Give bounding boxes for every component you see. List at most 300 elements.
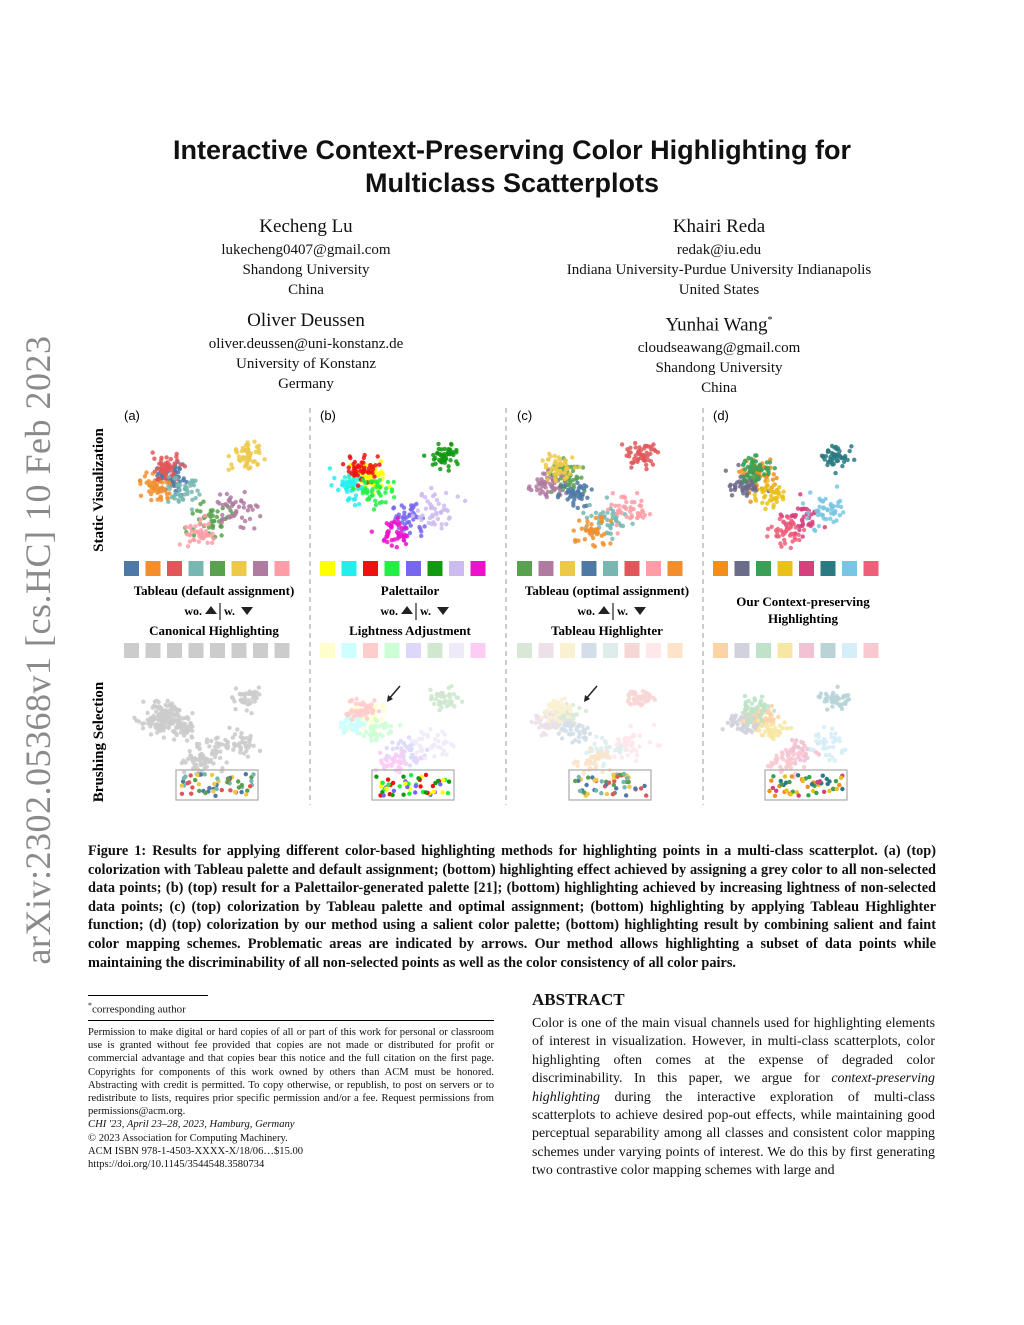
faint-swatch [363,643,378,658]
scatter-point [534,484,538,488]
faint-swatch [342,643,357,658]
scatter-point-faint [613,748,617,752]
scatter-point-faint [185,738,189,742]
scatter-point [233,512,237,516]
scatter-point [848,449,852,453]
scatter-point [386,480,390,484]
selected-point [818,779,822,783]
scatter-point-faint [158,723,162,727]
brush-rectangle[interactable] [765,770,847,800]
scatter-point-faint [169,716,173,720]
scatter-point [644,463,648,467]
scatter-point [190,490,194,494]
scatter-point [589,522,593,526]
scatter-point [178,467,182,471]
scatter-point-faint [239,747,243,751]
selected-point [607,781,611,785]
faint-swatch [189,643,204,658]
scatter-point-faint [207,744,211,748]
scatter-point-faint [594,735,598,739]
scatter-point [176,492,180,496]
scatter-point-faint [153,700,157,704]
scatter-point [575,476,579,480]
faint-swatch [167,643,182,658]
scatter-point-faint [177,708,181,712]
faint-swatch [253,643,268,658]
scatter-point [774,528,778,532]
scatter-point-faint [635,698,639,702]
faint-swatch [603,643,618,658]
scatter-point-faint [253,699,257,703]
scatter-point-faint [432,754,436,758]
scatter-point-faint [385,746,389,750]
scatter-point [611,509,615,513]
scatter-point [781,533,785,537]
scatter-point [817,505,821,509]
scatter-point-faint [752,724,756,728]
scatter-point-faint [770,731,774,735]
footnote-rule [88,995,208,996]
scatter-point [422,524,426,528]
selected-point [384,786,388,790]
scatter-point-faint [213,745,217,749]
scatter-point-faint [588,746,592,750]
scatter-point [380,500,384,504]
scatter-point [210,541,214,545]
author-affiliation: Shandong University [242,262,370,278]
scatter-point [585,519,589,523]
scatter-point [637,445,641,449]
scatter-point [554,479,558,483]
brush-rectangle[interactable] [569,770,651,800]
author-name: Khairi Reda [672,216,766,237]
scatter-point [801,534,805,538]
scatter-point [354,493,358,497]
figure-1 [88,400,938,810]
scatter-point [576,506,580,510]
scatter-point [174,455,178,459]
scatter-point [556,495,560,499]
scatter-point [216,500,220,504]
scatter-point [593,544,597,548]
scatter-point [601,510,605,514]
compare-without: wo. [380,604,398,618]
scatter-point-faint [190,711,194,715]
scatter-point [553,454,557,458]
scatter-point [611,491,615,495]
scatter-point [750,459,754,463]
selected-point [213,794,217,798]
palette-swatch [517,561,532,576]
scatter-point [831,520,835,524]
scatter-point [609,526,613,530]
scatter-point [235,450,239,454]
scatter-point-faint [357,702,361,706]
scatter-point [356,484,360,488]
scatter-point [608,541,612,545]
scatter-point-faint [827,758,831,762]
scatter-point [753,496,757,500]
selected-point [633,786,637,790]
faint-swatch [406,643,421,658]
scatter-point-faint [546,719,550,723]
scatter-point [198,509,202,513]
scatter-point-faint [652,723,656,727]
scatter-point-faint [141,726,145,730]
selected-point [621,780,625,784]
scatter-point [220,513,224,517]
scatter-point [724,469,728,473]
scatter-point [246,508,250,512]
scatter-point [205,541,209,545]
scatter-point-faint [831,745,835,749]
selected-point [239,790,243,794]
scatter-point [609,503,613,507]
scatter-point [765,501,769,505]
scatter-point [215,509,219,513]
scatter-point-faint [721,727,725,731]
scatter-point [375,481,379,485]
author-email: lukecheng0407@gmail.com [221,242,391,258]
scatter-point [629,450,633,454]
scatter-point-faint [562,719,566,723]
scatter-point [817,497,821,501]
scatter-point [207,522,211,526]
scatter-point [348,454,352,458]
scatter-point [821,455,825,459]
scatter-point [211,526,215,530]
scatter-point [578,465,582,469]
palette-swatch [582,561,597,576]
scatter-point [365,490,369,494]
palette-swatch [342,561,357,576]
scatter-point-faint [417,743,421,747]
author-affiliation: University of Konstanz [236,356,376,372]
palette-swatch [428,561,443,576]
scatter-point [442,504,446,508]
palette-swatch [799,561,814,576]
scatter-point-faint [344,728,348,732]
scatter-point-faint [437,699,441,703]
scatter-point-faint [786,761,790,765]
selected-point [573,779,577,783]
scatter-point-faint [372,724,376,728]
scatter-point [620,442,624,446]
scatter-point-faint [620,755,624,759]
selected-point [822,790,826,794]
scatter-point-faint [198,757,202,761]
selected-point [615,775,619,779]
scatter-point-faint [745,723,749,727]
scatter-point-faint [358,731,362,735]
scatter-point [748,500,752,504]
scatter-point-faint [404,762,408,766]
scatter-point [578,484,582,488]
scatter-point [577,518,581,522]
scatter-point-faint [834,699,838,703]
scatter-point [139,494,143,498]
scatter-point [167,491,171,495]
scatter-point-faint [775,758,779,762]
scatter-point [790,539,794,543]
doi-link[interactable]: https://doi.org/10.1145/3544548.3580734 [88,1159,265,1171]
scatter-point-faint [790,761,794,765]
scatter-point [736,463,740,467]
scatter-point [835,484,839,488]
scatter-point-faint [770,704,774,708]
scatter-point [450,451,454,455]
selected-point [627,785,631,789]
scatter-point [159,456,163,460]
selected-point [834,779,838,783]
scatter-point [164,472,168,476]
scatter-point-faint [211,761,215,765]
scatter-point-faint [744,731,748,735]
scatter-point [649,447,653,451]
scatter-point [633,441,637,445]
selected-point [825,777,829,781]
scatter-point [651,462,655,466]
scatter-point-faint [839,704,843,708]
scatter-point [188,525,192,529]
scatter-point-faint [648,740,652,744]
selected-point [210,773,214,777]
abstract-text [532,1015,935,1181]
selected-point [413,790,417,794]
palette-swatch [821,561,836,576]
scatter-point [250,508,254,512]
scatter-point-faint [604,745,608,749]
faint-swatch [735,643,750,658]
palette-swatch [471,561,486,576]
scatter-point [239,499,243,503]
scatter-point [547,452,551,456]
scatter-point-faint [546,709,550,713]
method-name: Canonical Highlighting [149,623,279,638]
scatter-point-faint [218,756,222,760]
selected-point [193,778,197,782]
scatter-point-faint [428,727,432,731]
selected-point [787,780,791,784]
scatter-point [572,483,576,487]
scatter-point-faint [350,699,354,703]
scatter-point [436,517,440,521]
scatter-point [347,465,351,469]
scatter-point [379,469,383,473]
scatter-point-faint [239,698,243,702]
scatter-point-faint [184,716,188,720]
scatter-point-faint [428,688,432,692]
scatter-point [251,460,255,464]
scatter-point [194,496,198,500]
scatter-point [360,460,364,464]
palette-swatch [756,561,771,576]
triangle-up-icon [598,606,610,614]
scatter-point-faint [132,716,136,720]
scatter-point [833,471,837,475]
selected-point [639,786,643,790]
scatter-point-faint [160,719,164,723]
scatter-point-faint [637,745,641,749]
scatter-point [768,460,772,464]
selected-point [244,792,248,796]
scatter-point [343,475,347,479]
scatter-point [633,445,637,449]
scatter-point [183,464,187,468]
scatter-point [656,450,660,454]
scatter-point [547,471,551,475]
selected-point [624,793,628,797]
scatter-point [172,461,176,465]
scatter-point [760,501,764,505]
scatter-point [836,504,840,508]
scatter-point [805,516,809,520]
scatter-point [751,487,755,491]
selected-point [622,772,626,776]
scatter-point [790,520,794,524]
scatter-point [243,464,247,468]
scatter-point-faint [359,708,363,712]
scatter-point-faint [373,717,377,721]
scatter-point [447,516,451,520]
scatter-point-faint [413,755,417,759]
scatter-point-faint [385,764,389,768]
faint-swatch [625,643,640,658]
scatter-point-faint [652,696,656,700]
scatter-point [229,462,233,466]
scatter-point [353,503,357,507]
palette-swatch [124,561,139,576]
scatter-point [443,458,447,462]
scatter-point-faint [392,757,396,761]
scatter-point [144,470,148,474]
scatter-point [416,509,420,513]
scatter-point-faint [425,734,429,738]
scatter-point-faint [798,752,802,756]
scatter-point [538,487,542,491]
faint-swatch [428,643,443,658]
scatter-point-faint [762,702,766,706]
scatter-point [222,517,226,521]
scatter-point [543,482,547,486]
scatter-point-faint [557,712,561,716]
scatter-point [387,523,391,527]
scatter-point-faint [379,758,383,762]
scatter-point [357,502,361,506]
scatter-point [433,462,437,466]
scatter-point-faint [220,742,224,746]
selected-point [180,792,184,796]
scatter-point-faint [399,750,403,754]
palette-swatch [232,561,247,576]
scatter-point-faint [750,702,754,706]
selected-point [600,779,604,783]
scatter-point [539,477,543,481]
faint-swatch [517,643,532,658]
faint-swatch [646,643,661,658]
selected-point [401,793,405,797]
scatter-point [830,505,834,509]
scatter-point-faint [564,723,568,727]
scatter-point [435,498,439,502]
scatter-point-faint [460,700,464,704]
scatter-point-faint [821,746,825,750]
scatter-point-faint [600,736,604,740]
scatter-point [409,523,413,527]
scatter-point [215,515,219,519]
scatter-point [175,483,179,487]
scatter-point-faint [257,685,261,689]
scatter-point [431,494,435,498]
scatter-point [728,484,732,488]
scatter-point [172,472,176,476]
scatter-point [606,508,610,512]
selected-point [592,778,596,782]
palette-swatch [560,561,575,576]
scatter-point [582,483,586,487]
scatter-point [237,505,241,509]
scatter-point [147,479,151,483]
scatter-point [372,507,376,511]
abstract-heading: ABSTRACT [532,990,625,1009]
scatter-point [802,528,806,532]
faint-swatch [471,643,486,658]
scatter-point [384,486,388,490]
scatter-point [571,503,575,507]
palette-swatch [646,561,661,576]
scatter-point [789,546,793,550]
selected-point [189,792,193,796]
scatter-point [392,505,396,509]
panel-letter: (d) [713,408,729,423]
scatter-point [585,516,589,520]
scatter-point [619,495,623,499]
scatter-point [383,491,387,495]
scatter-point-faint [231,748,235,752]
scatter-point [198,502,202,506]
scatter-point-faint [398,723,402,727]
scatter-point [366,471,370,475]
scatter-point-faint [227,726,231,730]
scatter-point [454,450,458,454]
scatter-point-faint [588,732,592,736]
faint-swatch [539,643,554,658]
author-block [170,308,442,394]
scatter-point-faint [646,698,650,702]
scatter-point-faint [189,734,193,738]
scatter-point-faint [186,727,190,731]
scatter-point-faint [760,723,764,727]
scatter-point-faint [736,722,740,726]
scatter-point-faint [584,709,588,713]
scatter-point [400,503,404,507]
scatter-point [569,486,573,490]
selected-point [244,772,248,776]
scatter-point [378,485,382,489]
scatter-point-faint [584,736,588,740]
author-name: Oliver Deussen [247,310,365,331]
scatter-point-faint [238,692,242,696]
scatter-point [572,528,576,532]
scatter-point-faint [553,722,557,726]
selected-point [416,776,420,780]
scatter-point [527,484,531,488]
scatter-point-faint [608,745,612,749]
scatter-point [781,494,785,498]
scatter-point [430,506,434,510]
selected-point [835,787,839,791]
scatter-point [167,475,171,479]
